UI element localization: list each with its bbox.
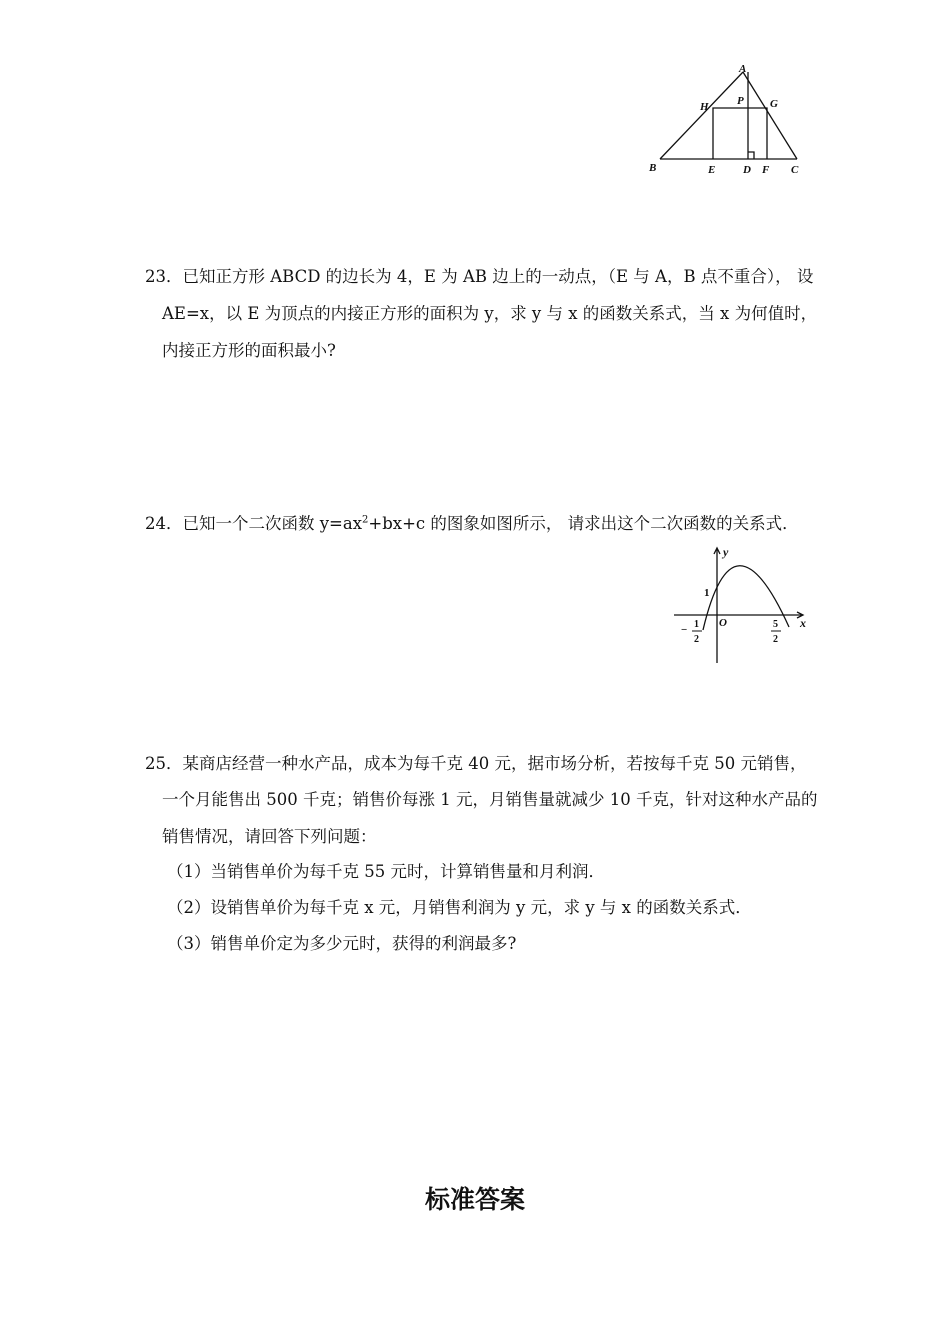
q25-sub2: （2）设销售单价为每千克 x 元，月销售利润为 y 元，求 y 与 x 的函数关系式．	[167, 898, 752, 917]
inscribed-rectangle	[713, 108, 767, 159]
q23-line1: 23．已知正方形 ABCD 的边长为 4，E 为 AB 边上的一动点，（E 与 A，B 点不重合）， 设	[145, 267, 814, 286]
q24-suffix: +bx+c 的图象如图所示， 请求出这个二次函数的关系式．	[368, 514, 799, 533]
label-b: B	[649, 162, 657, 174]
triangle-figure	[640, 60, 815, 180]
origin-label: O	[719, 617, 727, 629]
root-left-sign: −	[681, 624, 688, 636]
q25-line1: 25．某商店经营一种水产品，成本为每千克 40 元，据市场分析，若按每千克 50 元销售，	[145, 754, 807, 773]
parabola-figure	[670, 545, 815, 667]
q25-sub1: （1）当销售单价为每千克 55 元时，计算销售量和月利润．	[167, 862, 605, 881]
label-f: F	[762, 164, 770, 176]
label-h: H	[700, 101, 709, 113]
right-angle-mark	[748, 152, 754, 159]
root-right-numerator: 5	[773, 619, 778, 630]
label-c: C	[791, 164, 799, 176]
label-p: P	[737, 95, 744, 107]
q24-text	[145, 512, 950, 536]
root-left-denominator: 2	[694, 634, 699, 645]
side-ab	[660, 72, 743, 159]
answers-title: 标准答案	[424, 1185, 525, 1214]
q23-line3: 内接正方形的面积最小?	[162, 341, 336, 360]
q24-exponent: 2	[362, 514, 369, 526]
q24-prefix: 24．已知一个二次函数 y=ax	[145, 514, 363, 533]
label-a: A	[739, 63, 747, 75]
q25-line2: 一个月能售出 500 千克；销售价每涨 1 元，月销售量就减少 10 千克，针对这种水产品的	[162, 790, 818, 809]
root-right-denominator: 2	[773, 634, 778, 645]
q23-line2: AE=x，以 E 为顶点的内接正方形的面积为 y，求 y 与 x 的函数关系式，当 x 为何值时，	[162, 304, 818, 323]
y-axis-label: y	[723, 545, 729, 559]
q25-line3: 销售情况，请回答下列问题：	[162, 827, 377, 846]
q25-sub3: （3）销售单价定为多少元时，获得的利润最多?	[167, 934, 517, 953]
label-g: G	[770, 98, 778, 110]
y-intercept-label: 1	[704, 587, 710, 599]
label-d: D	[743, 164, 751, 176]
side-ac	[743, 72, 797, 159]
root-left-numerator: 1	[694, 619, 699, 630]
label-e: E	[708, 164, 716, 176]
x-axis-label: x	[800, 616, 806, 630]
